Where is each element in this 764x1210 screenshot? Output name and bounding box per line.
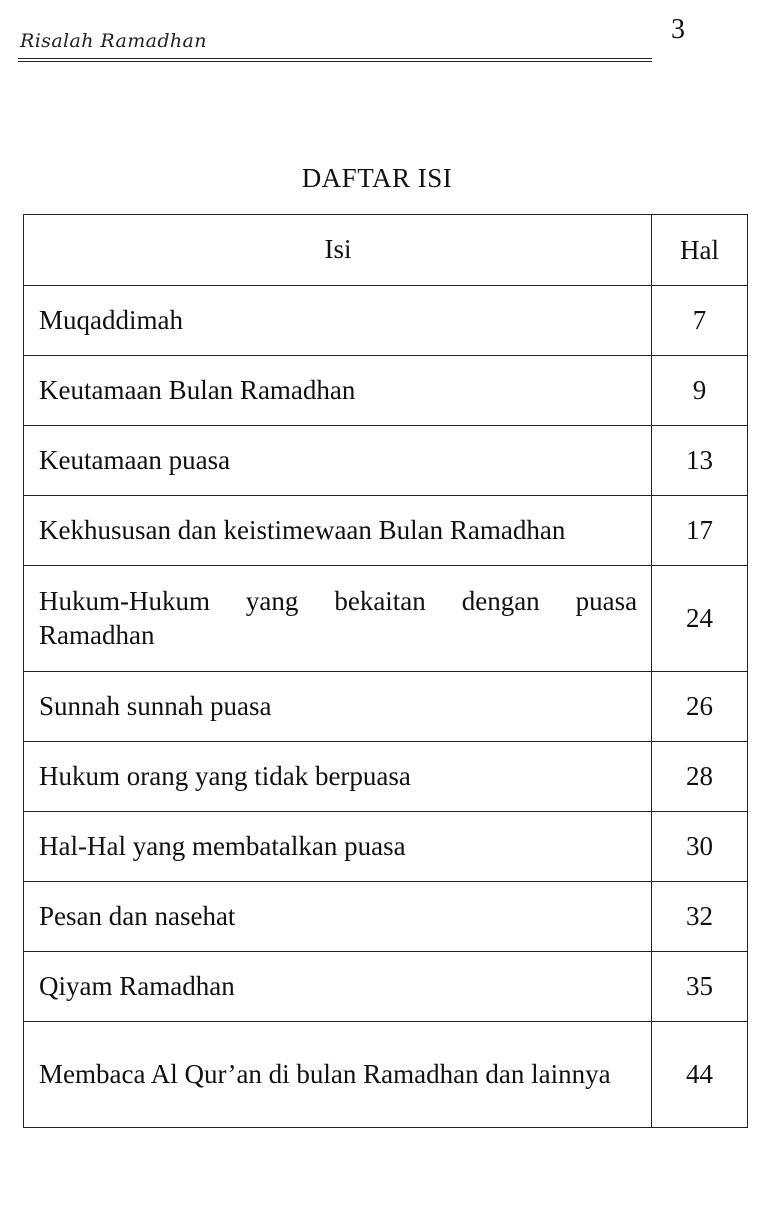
table-row: [24, 566, 748, 672]
toc-entry-page: 7: [652, 286, 748, 356]
toc-entry-page: 30: [652, 812, 748, 882]
table-row: [24, 1022, 748, 1128]
table-row: [24, 952, 748, 1022]
running-header-title: Risalah Ramadhan: [20, 30, 207, 52]
toc-entry-title: Kekhususan dan keistimewaan Bulan Ramadhan: [24, 496, 652, 566]
toc-entry-page: 17: [652, 496, 748, 566]
table-row: [24, 672, 748, 742]
toc-entry-page: 35: [652, 952, 748, 1022]
toc-entry-title: Membaca Al Qur’an di bulan Ramadhan dan lainnya: [24, 1022, 652, 1128]
header-divider: [18, 58, 652, 62]
toc-entry-page: 32: [652, 882, 748, 952]
toc-entry-page: 9: [652, 356, 748, 426]
toc-entry-title: Keutamaan Bulan Ramadhan: [24, 356, 652, 426]
table-of-contents: [23, 214, 748, 1128]
table-row: [24, 286, 748, 356]
toc-entry-title: Pesan dan nasehat: [24, 882, 652, 952]
column-header-isi: Isi: [24, 215, 652, 286]
toc-entry-page: 28: [652, 742, 748, 812]
toc-entry-page: 24: [652, 566, 748, 672]
toc-entry-page: 26: [652, 672, 748, 742]
table-row: [24, 496, 748, 566]
toc-entry-title: Keutamaan puasa: [24, 426, 652, 496]
table-row: [24, 742, 748, 812]
table-row: [24, 812, 748, 882]
toc-entry-title: Qiyam Ramadhan: [24, 952, 652, 1022]
table-row: [24, 356, 748, 426]
column-header-hal: Hal: [652, 215, 748, 286]
table-header-row: [24, 215, 748, 286]
toc-entry-title: Muqaddimah: [24, 286, 652, 356]
toc-entry-page: 44: [652, 1022, 748, 1128]
toc-entry-title: Hal-Hal yang membatalkan puasa: [24, 812, 652, 882]
page-title: DAFTAR ISI: [301, 163, 453, 193]
toc-entry-title: Hukum-Hukum yang bekaitan dengan puasa Ramadhan: [24, 566, 652, 672]
page-number: 3: [671, 14, 685, 45]
table-row: [24, 882, 748, 952]
table-row: [24, 426, 748, 496]
toc-entry-page: 13: [652, 426, 748, 496]
toc-entry-title: Hukum orang yang tidak berpuasa: [24, 742, 652, 812]
toc-entry-title: Sunnah sunnah puasa: [24, 672, 652, 742]
